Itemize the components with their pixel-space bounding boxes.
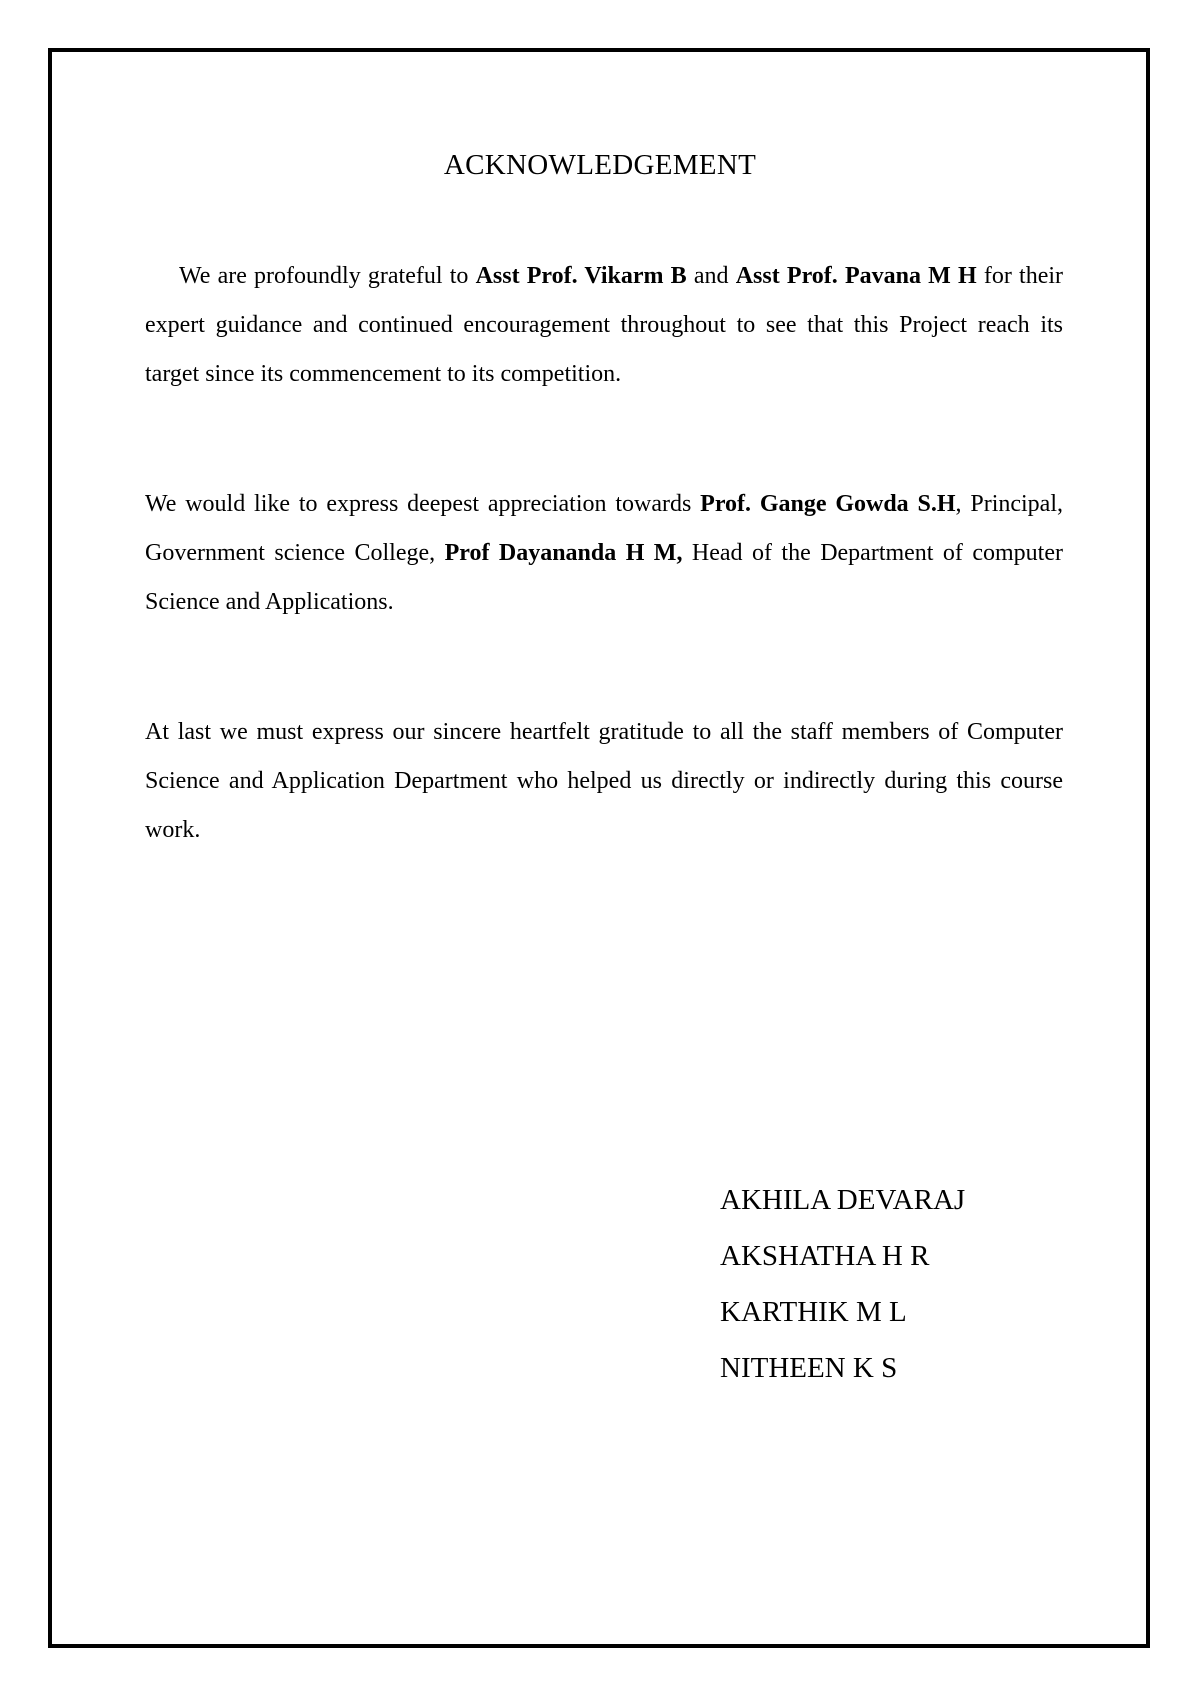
paragraph-text: Head of the Department of computer Science and Applications. [145,540,1063,615]
paragraph-text: We would like to express deepest appreciation towards [145,491,701,517]
student-names [720,1172,1080,1396]
student-name: AKSHATHA H R [720,1240,930,1272]
student-name: AKHILA DEVARAJ [720,1184,966,1216]
acknowledgement-paragraph-guides [145,252,1063,399]
paragraph-text: for their expert guidance and continued encouragement throughout to see that this Project reach its target since its commencement to its competition. [145,263,1064,387]
guide-name-1: Asst Prof. Vikarm B [475,263,687,289]
guide-name-2: Asst Prof. Pavana M H [735,263,977,289]
paragraph-text: and [686,263,736,289]
paragraph-text: We are profoundly grateful to [179,263,476,289]
hod-name: Prof Dayananda H M, [444,540,683,566]
principal-name: Prof. Gange Gowda S.H [700,491,956,517]
student-name: KARTHIK M L [720,1296,907,1328]
acknowledgement-paragraph-principal [145,480,1063,627]
paragraph-text: , Principal, Government science College, [145,491,1064,566]
student-name: NITHEEN K S [720,1352,898,1384]
acknowledgement-paragraph-staff: At last we must express our sincere heartfelt gratitude to all the staff members of Computer Science and Application Department who helped us directly or indirectly during this course work. [145,719,1063,843]
page-title: ACKNOWLEDGEMENT [443,149,757,181]
